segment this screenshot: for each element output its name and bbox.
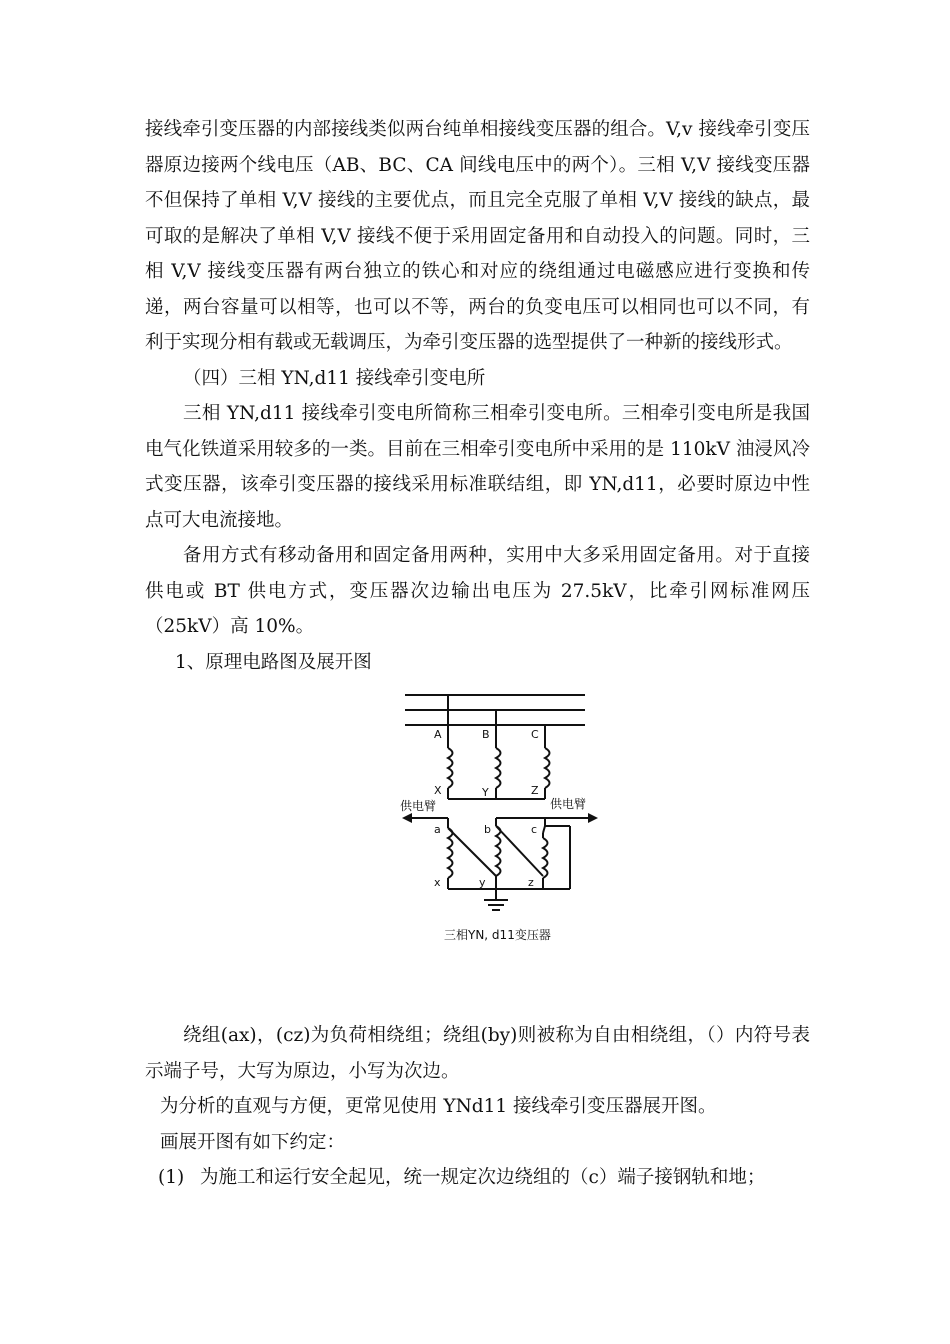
- paragraph-conventions: 画展开图有如下约定：: [160, 1131, 346, 1153]
- document-page: [145, 112, 810, 1196]
- secondary-coil-b: [496, 826, 501, 876]
- label-X: X: [434, 784, 442, 797]
- secondary-coil-c: [543, 838, 548, 878]
- label-y: y: [479, 876, 486, 889]
- feeder-left-arrow: [402, 813, 412, 823]
- section-heading-ynd11-substation: （四）三相 YN,d11 接线牵引变电所: [183, 367, 486, 389]
- ynd11-transformer-figure: [145, 688, 810, 1018]
- label-x: x: [434, 876, 441, 889]
- label-b: b: [484, 823, 491, 836]
- primary-coil-b: [496, 748, 501, 788]
- list-item-text: 为施工和运行安全起见，统一规定次边绕组的（c）端子接钢轨和地；: [200, 1167, 766, 1188]
- primary-coil-c: [545, 748, 550, 788]
- label-z: z: [528, 876, 534, 889]
- label-Y: Y: [482, 786, 489, 799]
- label-a: a: [434, 823, 441, 836]
- label-Z: Z: [531, 784, 539, 797]
- paragraph-backup-mode: 备用方式有移动备用和固定备用两种，实用中大多采用固定备用。对于直接供电或 BT 供电方式，变压器次边输出电压为 27.5kV，比牵引网标准网压（25kV）高 10%。: [145, 545, 810, 637]
- label-B: B: [482, 728, 490, 741]
- paragraph-winding-notes: 绕组(ax)，(cz)为负荷相绕组；绕组(by)则被称为自由相绕组，（）内符号表示端子号，大写为原边，小写为次边。: [145, 1025, 810, 1082]
- subheading-circuit-diagram: 1、原理电路图及展开图: [175, 651, 372, 673]
- figure-caption: 三相YN, d11变压器: [444, 928, 551, 942]
- secondary-coil-a: [448, 828, 453, 878]
- paragraph-vv-transformer: 接线牵引变压器的内部接线类似两台纯单相接线变压器的组合。V,v 接线牵引变压器原边接两个线电压（AB、BC、CA 间线电压中的两个）。三相 V,V 接线变压器不但保持了单相 V,V 接线的主要优点，而且完全克服了单相 V,V 接线的缺点，最可取的是解决了单相 V,V 接线不便于采用固定备用和自动投入的问题。同时，三相 V,V 接线变压器有两台独立的铁心和对应的绕组通过电磁感应进行变换和传递，两台容量可以相等，也可以不等，两台的负变电压可以相同也可以不同，有利于实现分相有载或无载调压，为牵引变压器的选型提供了一种新的接线形式。: [145, 119, 810, 353]
- list-item-number: (1): [158, 1167, 185, 1188]
- primary-coil-a: [448, 748, 453, 788]
- label-c: c: [531, 823, 538, 836]
- feeder-right-arrow: [588, 813, 598, 823]
- paragraph-expanded-diagram: 为分析的直观与方便，更常见使用 YNd11 接线牵引变压器展开图。: [160, 1096, 717, 1117]
- paragraph-ynd11-intro: 三相 YN,d11 接线牵引变电所简称三相牵引变电所。三相牵引变电所是我国电气化铁道采用较多的一类。目前在三相牵引变电所中采用的是 110kV 油浸风冷式变压器，该牵引变压器的接线采用标准联结组，即 YN,d11，必要时原边中性点可大电流接地。: [145, 403, 810, 531]
- label-C: C: [531, 728, 539, 741]
- label-A: A: [434, 728, 442, 741]
- label-feeder-left: 供电臂: [400, 799, 437, 813]
- list-item-1: [145, 1160, 810, 1196]
- ynd11-circuit-diagram: [400, 688, 600, 950]
- label-feeder-right: 供电臂: [550, 797, 587, 811]
